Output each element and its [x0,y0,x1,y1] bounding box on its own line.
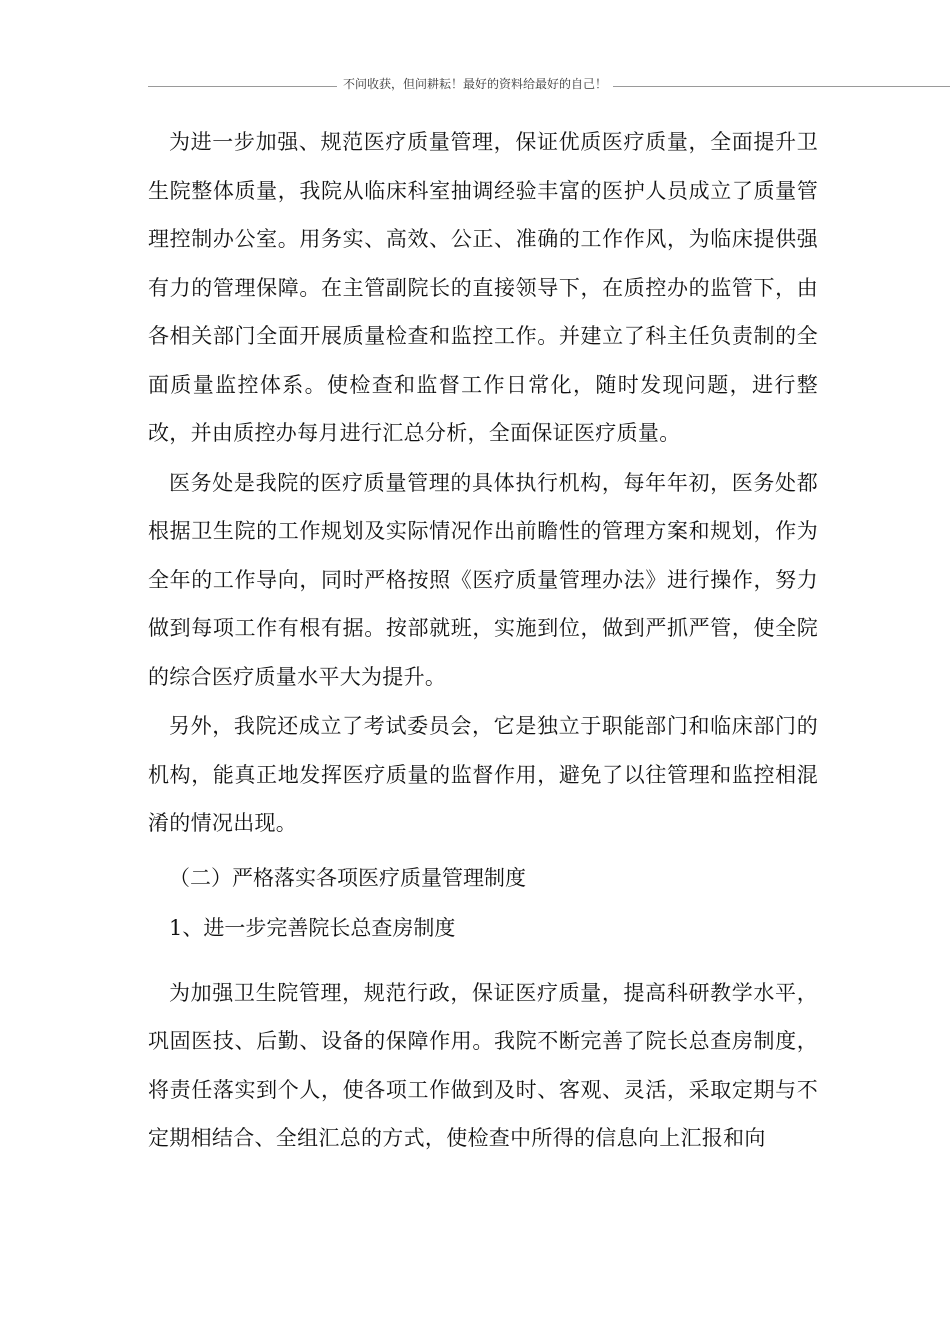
header-motto: 不问收获，但问耕耘！最好的资料给最好的自己！ [337,77,613,91]
paragraph-exam-committee: 另外，我院还成立了考试委员会，它是独立于职能部门和临床部门的机构，能真正地发挥医疗质量的监督作用，避免了以往管理和监控相混淆的情况出现。 [148,714,818,835]
subsection-heading: 1、进一步完善院长总查房制度 [169,916,456,940]
paragraph-quality-control-office: 为进一步加强、规范医疗质量管理，保证优质医疗质量，全面提升卫生院整体质量，我院从临床科室抽调经验丰富的医护人员成立了质量管理控制办公室。用务实、高效、公正、准确的工作作风，为临床提供强有力的管理保障。在主管副院长的直接领导下，在质控办的监管下，由各相关部门全面开展质量检查和监控工作。并建立了科主任负责制的全面质量监控体系。使检查和监督工作日常化，随时发现问题，进行整改，并由质控办每月进行汇总分析，全面保证医疗质量。 [148,130,818,445]
section-heading: （二）严格落实各项医疗质量管理制度 [169,865,526,890]
paragraph-medical-affairs: 医务处是我院的医疗质量管理的具体执行机构，每年年初，医务处都根据卫生院的工作规划及实际情况作出前瞻性的管理方案和规划，作为全年的工作导向，同时严格按照《医疗质量管理办法》进行操作，努力做到每项工作有根有据。按部就班，实施到位，做到严抓严管，使全院的综合医疗质量水平大为提升。 [148,470,818,689]
document-body [148,118,818,1163]
page-header [0,76,950,92]
paragraph-director-rounds: 为加强卫生院管理，规范行政，保证医疗质量，提高科研教学水平，巩固医技、后勤、设备的保障作用。我院不断完善了院长总查房制度，将责任落实到个人，使各项工作做到及时、客观、灵活，采取定期与不定期相结合、全组汇总的方式，使检查中所得的信息向上汇报和向 [148,980,818,1150]
